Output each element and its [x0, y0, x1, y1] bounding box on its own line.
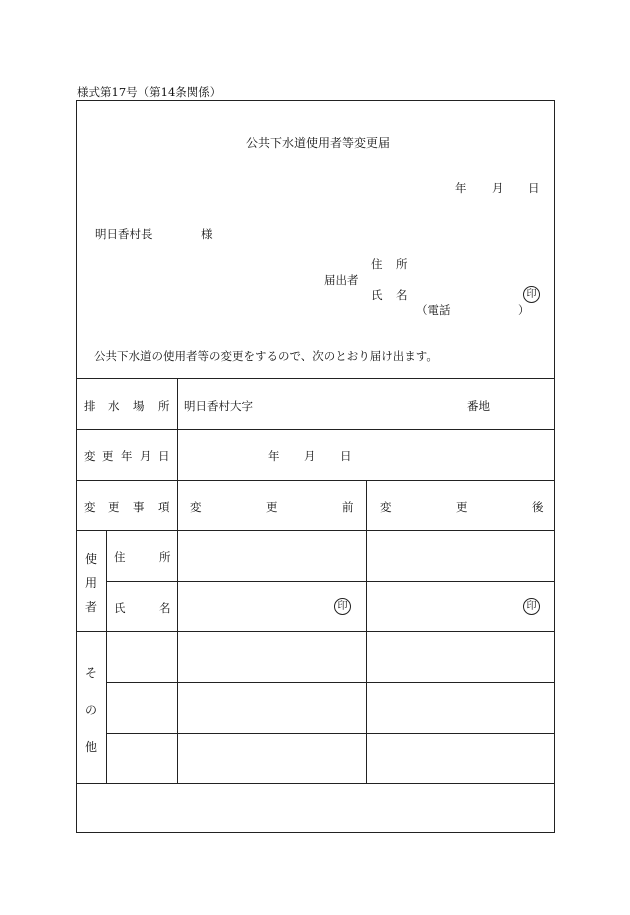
change-date-label-5: 日	[158, 449, 170, 463]
applicant-phone-open: （電話	[416, 303, 451, 317]
drain-location-label-3: 場	[133, 399, 145, 413]
change-item-label-3: 事	[133, 500, 145, 514]
user-label-3: 者	[84, 600, 97, 614]
applicant-label: 届出者	[324, 273, 359, 287]
change-item-label-4: 項	[158, 500, 170, 514]
change-date-day: 日	[340, 449, 352, 463]
change-item-label-1: 変	[84, 500, 96, 514]
addressee-honorific: 様	[201, 227, 213, 241]
table-rule	[76, 378, 555, 379]
user-name-label-2: 名	[159, 601, 171, 615]
table-rule	[106, 581, 555, 582]
before-header-3: 前	[342, 500, 354, 514]
drain-location-label-2: 水	[108, 399, 120, 413]
after-header-2: 更	[456, 500, 468, 514]
change-date-year: 年	[268, 449, 280, 463]
other-label-2: の	[84, 703, 97, 717]
form-frame	[76, 100, 555, 833]
drain-location-village: 明日香村大字	[184, 399, 253, 413]
table-rule-vertical	[366, 480, 367, 783]
applicant-phone-close: ）	[518, 303, 530, 317]
before-header-1: 変	[190, 500, 202, 514]
table-rule	[76, 530, 555, 531]
other-label-1: そ	[84, 666, 97, 680]
change-date-label-3: 年	[121, 449, 133, 463]
date-day-label: 日	[528, 181, 540, 195]
applicant-address-label-2: 所	[396, 257, 408, 271]
after-header-3: 後	[532, 500, 544, 514]
form-title: 公共下水道使用者等変更届	[246, 136, 391, 150]
date-year-label: 年	[455, 181, 467, 195]
change-date-label-2: 更	[102, 449, 114, 463]
user-seal-before-icon: 印	[334, 598, 351, 615]
change-date-month: 月	[304, 449, 316, 463]
statement: 公共下水道の使用者等の変更をするので、次のとおり届け出ます。	[94, 349, 438, 363]
applicant-address-label-1: 住	[371, 257, 383, 271]
user-seal-after-icon: 印	[523, 598, 540, 615]
table-rule	[76, 783, 555, 784]
applicant-name-label-2: 名	[396, 288, 408, 302]
applicant-seal-icon: 印	[523, 286, 540, 303]
user-label-1: 使	[84, 552, 97, 566]
other-label-3: 他	[84, 740, 97, 754]
change-date-label-4: 月	[140, 449, 152, 463]
user-name-label-1: 氏	[114, 601, 126, 615]
change-date-label-1: 変	[84, 449, 96, 463]
drain-location-label-1: 排	[84, 399, 96, 413]
user-address-label-1: 住	[114, 550, 126, 564]
table-rule	[76, 480, 555, 481]
user-address-label-2: 所	[159, 550, 171, 564]
drain-location-label-4: 所	[158, 399, 170, 413]
drain-location-lot: 番地	[467, 399, 490, 413]
after-header-1: 変	[380, 500, 392, 514]
table-rule-vertical	[106, 530, 107, 783]
table-rule	[76, 429, 555, 430]
applicant-name-label-1: 氏	[371, 288, 383, 302]
change-item-label-2: 更	[108, 500, 120, 514]
addressee-name: 明日香村長	[95, 227, 153, 241]
form-number: 様式第17号（第14条関係）	[77, 85, 222, 99]
before-header-2: 更	[266, 500, 278, 514]
date-month-label: 月	[492, 181, 504, 195]
table-rule	[76, 631, 555, 632]
table-rule	[106, 733, 555, 734]
user-label-2: 用	[84, 576, 97, 590]
table-rule-vertical	[177, 378, 178, 783]
table-rule	[106, 682, 555, 683]
